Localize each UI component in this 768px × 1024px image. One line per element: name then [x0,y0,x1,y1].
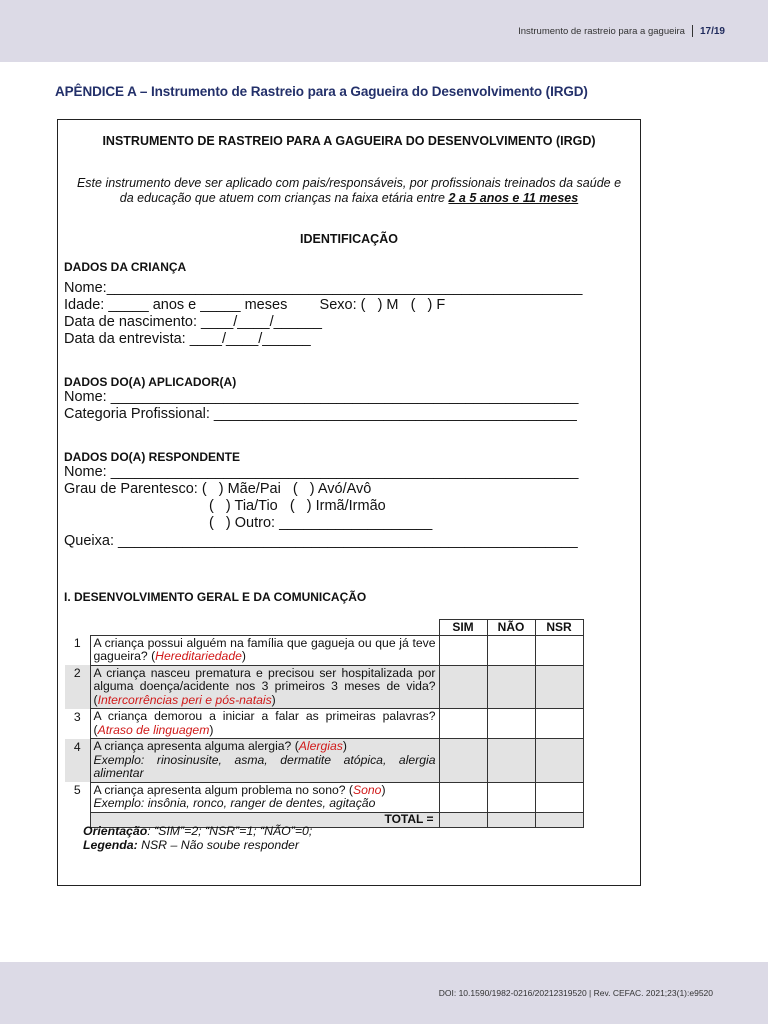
legend [83,838,299,852]
intro-line2-prefix: da educação que atuem com crianças na faixa etária entre [119,191,449,205]
kinship-options-row3[interactable]: ( ) Outro: ___________________ [209,515,433,531]
child-age-sex-field[interactable]: Idade: _____ anos e _____ meses Sexo: ( ) M ( ) F [64,297,446,313]
answer-nao-cell[interactable] [487,739,535,783]
child-birthdate-field[interactable]: Data de nascimento: ____/____/______ [64,314,322,330]
item-category-tag: Alergias [298,739,343,753]
col-nao: NÃO [487,620,535,636]
answer-sim-cell[interactable] [439,665,487,709]
questionnaire-table [65,619,584,828]
identification-heading: IDENTIFICAÇÃO [300,232,398,246]
col-sim: SIM [439,620,487,636]
table-row [65,635,583,665]
item-example: Exemplo: rinosinusite, asma, dermatite atópica, alergia alimentar [93,752,436,780]
legend-text: NSR – Não soube responder [137,838,299,852]
table-row [65,665,583,709]
total-label: TOTAL = [90,812,439,827]
answer-sim-cell[interactable] [439,739,487,783]
page-number: 17/19 [699,25,725,37]
applicator-name-field[interactable]: Nome: __________________________________________________________ [64,389,579,405]
item-number: 5 [73,783,81,797]
answer-nsr-cell[interactable] [535,739,583,783]
answer-sim-cell[interactable] [439,635,487,665]
child-data-heading: DADOS DA CRIANÇA [64,260,187,274]
item-question: A criança apresenta alguma alergia? (Alergias) Exemplo: rinosinusite, asma, dermatite atópica, alergia alimentar [90,739,439,783]
interview-date-field[interactable]: Data da entrevista: ____/____/______ [64,331,311,347]
answer-sim-cell[interactable] [439,709,487,739]
running-title: Instrumento de rastreio para a gagueira [518,25,685,37]
item-number: 3 [73,709,81,724]
table-row [65,739,583,783]
section1-heading: I. DESENVOLVIMENTO GERAL E DA COMUNICAÇÃO [64,590,367,604]
answer-nao-cell[interactable] [487,782,535,812]
form-title: INSTRUMENTO DE RASTREIO PARA A GAGUEIRA DO DESENVOLVIMENTO (IRGD) [102,134,596,148]
item-number: 1 [73,636,81,650]
appendix-title: APÊNDICE A – Instrumento de Rastreio para a Gagueira do Desenvolvimento (IRGD) [55,84,588,99]
child-name-field[interactable]: Nome:___________________________________________________________ [64,280,583,296]
running-header [518,25,725,37]
screening-form [57,119,641,886]
table-header-row [65,620,583,636]
item-question: A criança apresenta algum problema no sono? (Sono) Exemplo: insônia, ronco, ranger de dentes, agitação [90,782,439,812]
table-row [65,782,583,812]
professional-category-field[interactable]: Categoria Profissional: _____________________________________________ [64,406,577,422]
orientation-label: Orientação [83,824,148,838]
item-question: A criança possui alguém na família que gagueja ou que já teve gagueira? (Hereditariedade) [90,635,439,665]
respondent-name-field[interactable]: Nome: __________________________________________________________ [64,464,579,480]
item-number: 4 [65,739,90,783]
total-sim-cell[interactable] [439,812,487,827]
answer-nao-cell[interactable] [487,665,535,709]
item-question: A criança nasceu prematura e precisou ser hospitalizada por alguma doença/acidente nos 3 primeiros 3 meses de vida? (Intercorrências peri e pós-natais) [90,665,439,709]
item-number: 2 [65,665,90,709]
answer-nsr-cell[interactable] [535,782,583,812]
answer-nao-cell[interactable] [487,709,535,739]
form-intro [66,176,632,206]
answer-sim-cell[interactable] [439,782,487,812]
answer-nao-cell[interactable] [487,635,535,665]
orientation-text: : “SIM”=2; “NSR”=1; “NÃO”=0; [147,824,313,838]
intro-line1: Este instrumento deve ser aplicado com pais/responsáveis, por profissionais treinados da saúde e [76,176,622,190]
answer-nsr-cell[interactable] [535,635,583,665]
scoring-orientation [83,824,312,838]
item-category-tag: Intercorrências peri e pós-natais [97,692,272,707]
item-example: Exemplo: insônia, ronco, ranger de dentes, agitação [93,796,376,810]
item-category-tag: Hereditariedade [155,649,242,663]
answer-nsr-cell[interactable] [535,665,583,709]
kinship-options-row1[interactable]: Grau de Parentesco: ( ) Mãe/Pai ( ) Avó/Avô [64,481,372,497]
intro-age-range: 2 a 5 anos e 11 meses [448,191,579,205]
answer-nsr-cell[interactable] [535,709,583,739]
kinship-options-row2[interactable]: ( ) Tia/Tio ( ) Irmã/Irmão [209,498,386,514]
table-row [65,709,583,739]
col-nsr: NSR [535,620,583,636]
item-category-tag: Atraso de linguagem [97,722,210,737]
footer-doi: DOI: 10.1590/1982-0216/20212319520 | Rev. CEFAC. 2021;23(1):e9520 [438,988,713,998]
total-nao-cell[interactable] [487,812,535,827]
respondent-data-heading: DADOS DO(A) RESPONDENTE [64,450,241,464]
total-nsr-cell[interactable] [535,812,583,827]
legend-label: Legenda: [83,838,138,852]
item-category-tag: Sono [352,782,382,797]
applicator-data-heading: DADOS DO(A) APLICADOR(A) [64,375,237,389]
header-divider [692,25,693,37]
item-question: A criança demorou a iniciar a falar as primeiras palavras? (Atraso de linguagem) [90,709,439,739]
complaint-field[interactable]: Queixa: _________________________________________________________ [64,533,578,549]
